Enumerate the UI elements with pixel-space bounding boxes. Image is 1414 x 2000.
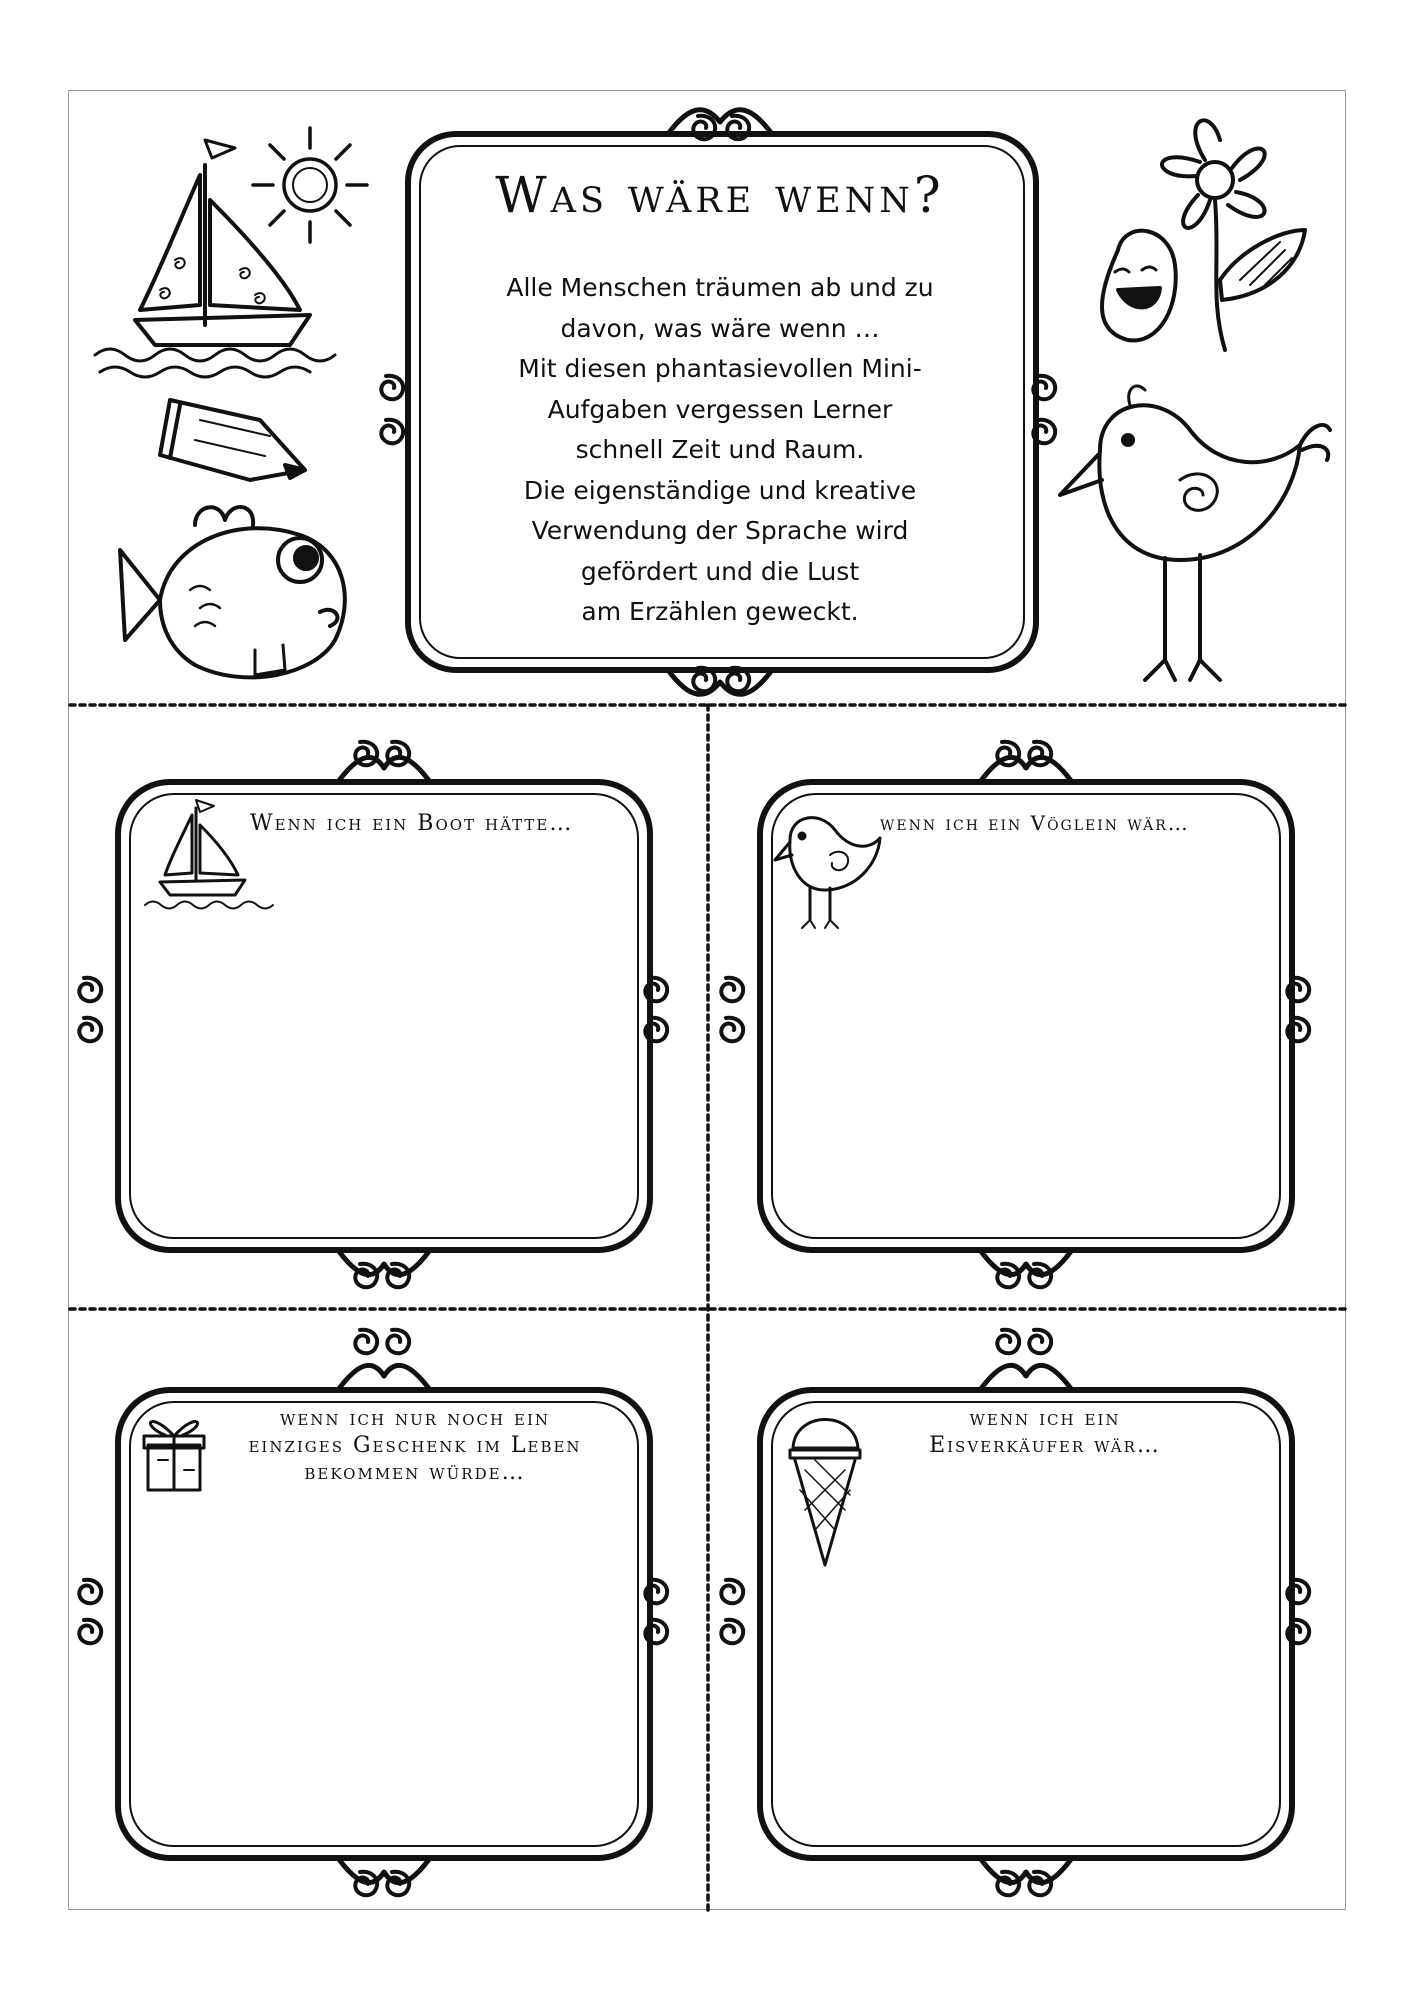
sailboat-icon <box>95 140 335 377</box>
intro-line: Verwendung der Sprache wird <box>531 516 909 545</box>
laughing-face-icon <box>1102 231 1176 341</box>
prompt-line: Eisverkäufer wär… <box>929 1433 1161 1458</box>
card-bird-icon <box>775 818 880 928</box>
intro-line: Aufgaben vergessen Lerner <box>547 394 893 424</box>
prompt-line: wenn ich ein Vöglein wär… <box>880 811 1190 835</box>
prompt-line: bekommen würde… <box>304 1460 526 1485</box>
intro-line: Alle Menschen träumen ab und zu <box>506 273 934 302</box>
intro-line: davon, was wäre wenn … <box>560 313 880 343</box>
card-2-prompt <box>880 810 1270 837</box>
intro-line: Die eigenständige und kreative <box>523 475 917 505</box>
prompt-line: wenn ich nur noch ein <box>279 1406 551 1431</box>
pencil-icon <box>160 400 305 480</box>
card-gift-icon <box>144 1422 204 1490</box>
prompt-line: Wenn ich ein Boot hätte… <box>250 811 574 836</box>
sun-icon <box>253 128 367 242</box>
card-ice-cream-icon <box>790 1420 860 1566</box>
card-frames <box>79 742 1309 1895</box>
intro-line: am Erzählen geweckt. <box>581 597 859 626</box>
bird-icon <box>1060 386 1330 680</box>
card-1-prompt <box>250 810 640 837</box>
page-title: Was wäre wenn? <box>495 166 945 224</box>
intro-line: schnell Zeit und Raum. <box>575 435 865 464</box>
card-4-prompt <box>880 1405 1210 1459</box>
prompt-line: einziges Geschenk im Leben <box>248 1433 582 1458</box>
intro-text <box>470 268 970 633</box>
fish-icon <box>120 507 345 677</box>
flower-icon <box>1162 120 1305 350</box>
cut-lines <box>70 705 1346 1910</box>
intro-line: gefördert und die Lust <box>580 556 860 586</box>
intro-line: Mit diesen phantasievollen Mini- <box>518 354 922 383</box>
prompt-line: wenn ich ein <box>969 1406 1121 1431</box>
card-3-prompt <box>220 1405 610 1486</box>
